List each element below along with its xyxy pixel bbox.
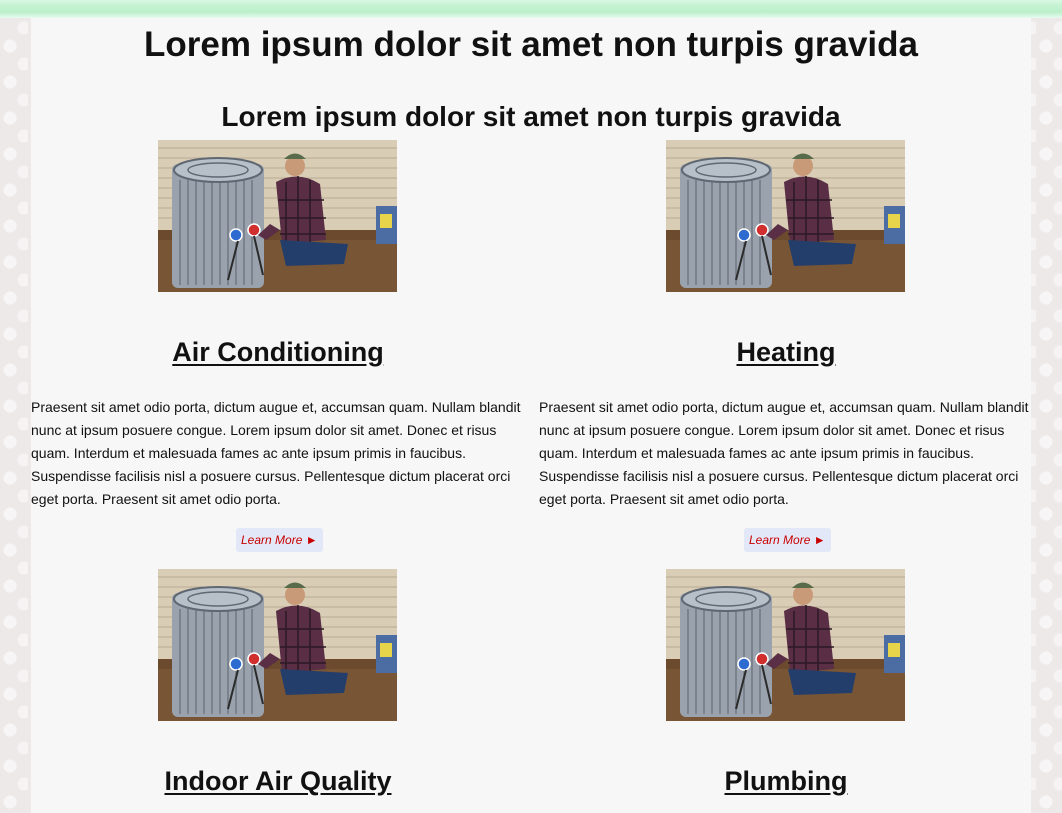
service-title-heating[interactable]: Heating xyxy=(736,337,836,367)
technician-photo xyxy=(158,140,397,292)
technician-photo xyxy=(666,140,905,292)
technician-photo xyxy=(158,569,397,721)
technician-photo xyxy=(666,569,905,721)
service-title-plumbing[interactable]: Plumbing xyxy=(724,766,848,796)
learn-more-button-heating[interactable]: Learn More ► xyxy=(744,528,831,552)
top-bar xyxy=(0,0,1062,18)
main-content xyxy=(31,18,1031,813)
learn-more-button-air-conditioning[interactable]: Learn More ► xyxy=(236,528,323,552)
service-title-indoor-air-quality[interactable]: Indoor Air Quality xyxy=(164,766,392,796)
page-subtitle: Lorem ipsum dolor sit amet non turpis gravida xyxy=(221,101,841,132)
service-description-air-conditioning: Praesent sit amet odio porta, dictum augue et, accumsan quam. Nullam blandit nunc at ipsum posuere congue. Lorem ipsum dolor sit amet. Donec et risus quam. Interdum et malesuada fames ac ante ipsum primis in faucibus. Suspendisse facilisis nisl a posuere cursus. Pellentesque dictum placerat orci eget porta. Praesent sit amet odio porta. xyxy=(31,399,521,507)
page-title: Lorem ipsum dolor sit amet non turpis gravida xyxy=(144,25,918,64)
service-title-air-conditioning[interactable]: Air Conditioning xyxy=(172,337,384,367)
service-description-heating: Praesent sit amet odio porta, dictum augue et, accumsan quam. Nullam blandit nunc at ipsum posuere congue. Lorem ipsum dolor sit amet. Donec et risus quam. Interdum et malesuada fames ac ante ipsum primis in faucibus. Suspendisse facilisis nisl a posuere cursus. Pellentesque dictum placerat orci eget porta. Praesent sit amet odio porta. xyxy=(539,399,1029,507)
